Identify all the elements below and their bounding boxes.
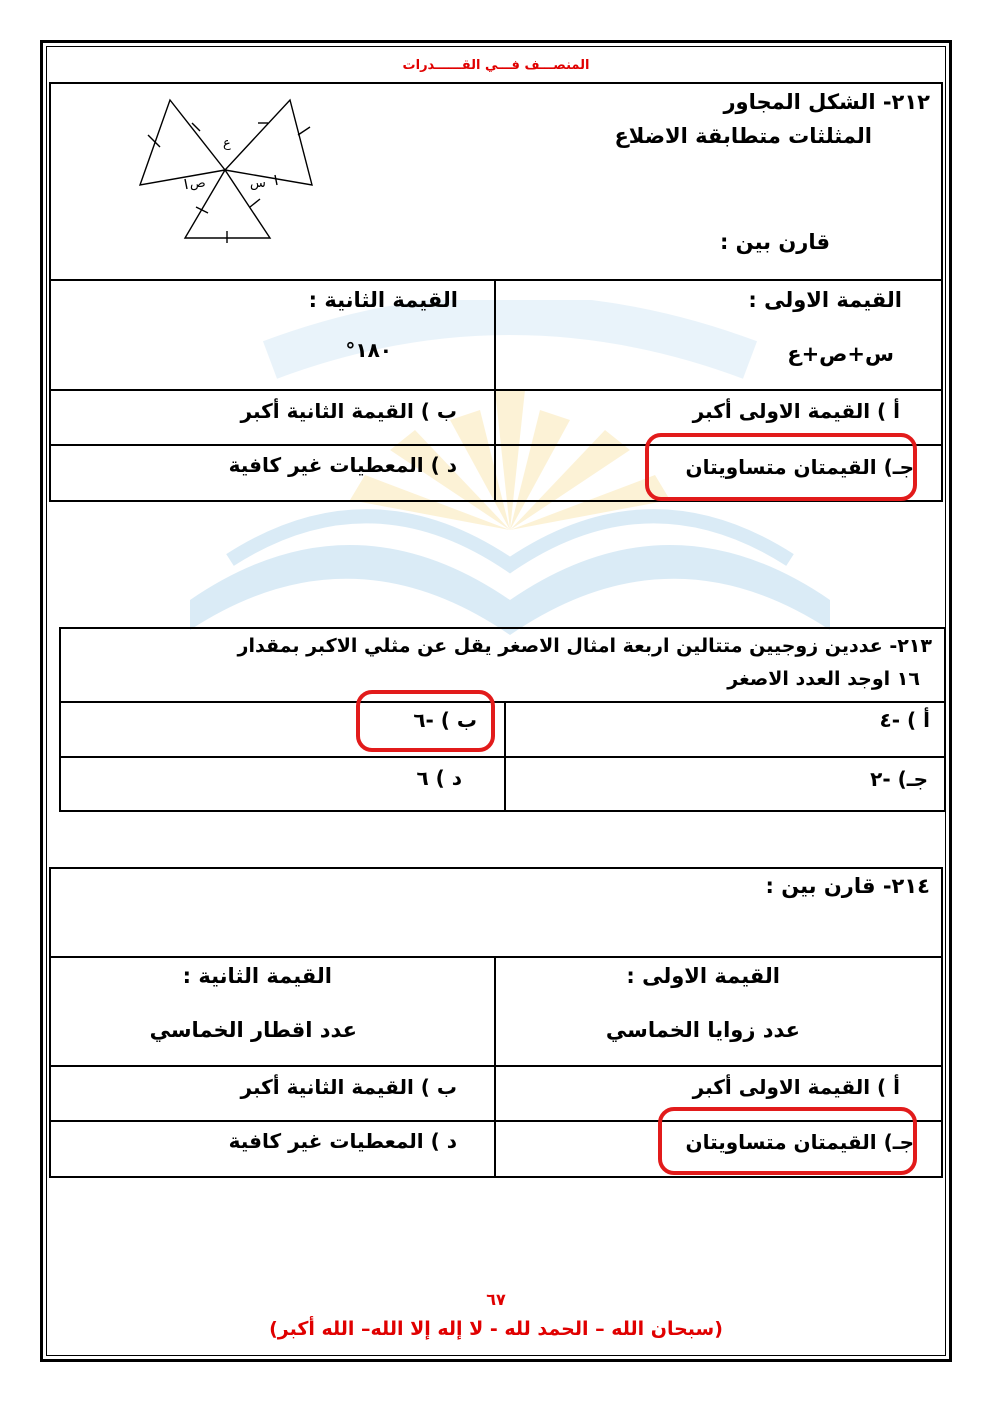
q214-option-a[interactable]: أ ) القيمة الاولى أكبر <box>692 1075 900 1099</box>
divider <box>49 956 943 958</box>
q214-option-d[interactable]: د ) المعطيات غير كافية <box>228 1129 457 1153</box>
q212-option-d[interactable]: د ) المعطيات غير كافية <box>228 453 457 477</box>
q212-second-value: ١٨٠° <box>345 338 392 362</box>
q212-first-label: القيمة الاولى : <box>748 288 902 312</box>
q213-text-line1: ٢١٣- عددين زوجيين متتالين اربعة امثال الاصغر يقل عن مثلي الاكبر بمقدار <box>237 635 932 657</box>
figure-label-b: ص <box>190 176 206 191</box>
q212-option-a[interactable]: أ ) القيمة الاولى أكبر <box>692 399 900 423</box>
divider <box>49 1065 943 1067</box>
q214-option-b[interactable]: ب ) القيمة الثانية أكبر <box>240 1075 457 1099</box>
answer-highlight-q212 <box>645 433 917 501</box>
footer-dhikr: (سبحان الله – الحمد لله - لا إله إلا الله– الله أكبر) <box>269 1318 723 1340</box>
q214-title: ٢١٤- قارن بين : <box>765 874 930 898</box>
q213-option-b[interactable]: ب ) -٦ <box>413 708 477 732</box>
answer-highlight-q213 <box>356 690 495 752</box>
q213-text-line2: ١٦ اوجد العدد الاصغر <box>727 668 920 690</box>
q214-option-c[interactable]: جـ) القيمتان متساويتان <box>685 1130 914 1154</box>
triangles-figure <box>130 95 330 245</box>
q214-first-value: عدد زوايا الخماسي <box>605 1018 800 1042</box>
q212-option-c[interactable]: جـ) القيمتان متساويتان <box>685 455 914 479</box>
q212-subtitle: المثلثات متطابقة الاضلاع <box>614 124 872 148</box>
q212-second-label: القيمة الثانية : <box>308 288 458 312</box>
book-header: المنصـــف فـــي القــــــدرات <box>402 58 590 73</box>
q212-title: ٢١٢- الشكل المجاور <box>723 90 930 114</box>
q213-option-d[interactable]: د ) ٦ <box>416 766 462 790</box>
divider <box>504 701 506 811</box>
divider <box>494 279 496 501</box>
q212-first-value: س+ص+ع <box>787 342 894 366</box>
divider <box>494 956 496 1177</box>
q214-second-label: القيمة الثانية : <box>182 964 332 988</box>
answer-highlight-q214 <box>658 1107 917 1175</box>
figure-label-c: س <box>250 176 266 191</box>
divider <box>59 756 946 758</box>
figure-label-a: ع <box>223 136 231 151</box>
divider <box>49 279 943 281</box>
page-number: ٦٧ <box>486 1290 506 1309</box>
divider <box>49 389 943 391</box>
q213-option-c[interactable]: جـ) -٢ <box>870 767 928 791</box>
q212-option-b[interactable]: ب ) القيمة الثانية أكبر <box>240 399 457 423</box>
q212-prompt: قارن بين : <box>719 230 830 254</box>
q213-option-a[interactable]: أ ) -٤ <box>879 708 930 732</box>
q214-second-value: عدد اقطار الخماسي <box>149 1018 357 1042</box>
divider <box>59 701 946 703</box>
q214-first-label: القيمة الاولى : <box>626 964 780 988</box>
